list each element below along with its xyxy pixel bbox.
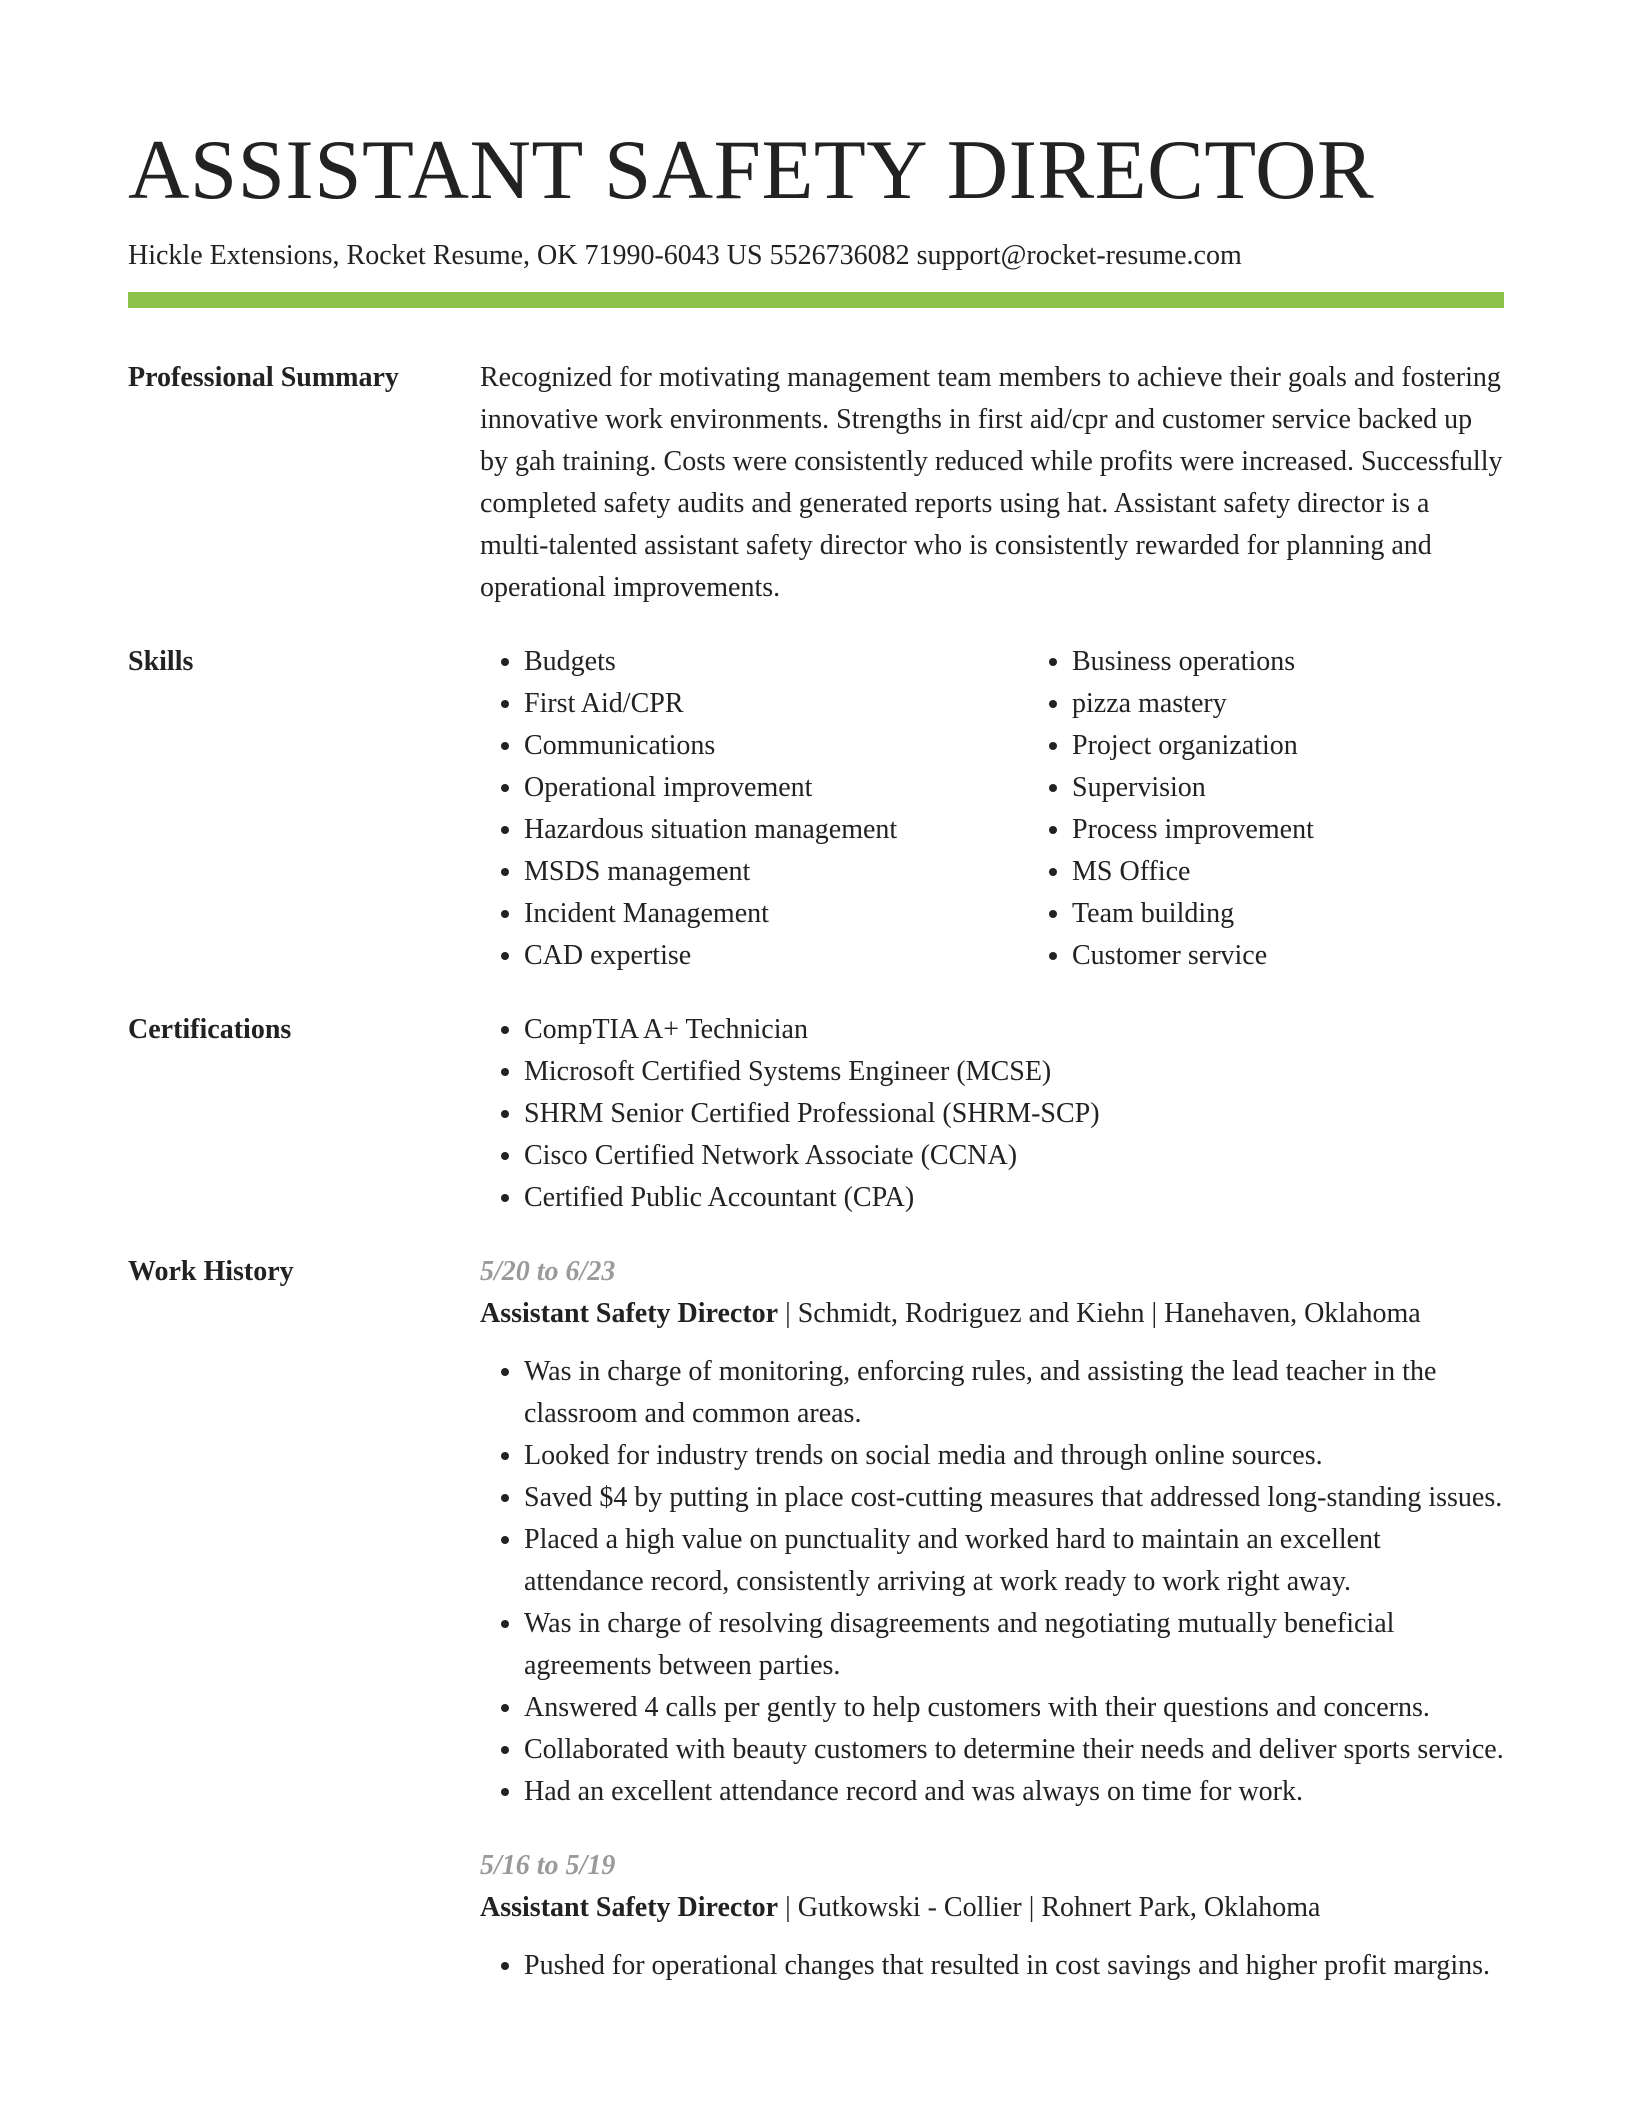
skill-item: • Supervision: [1072, 767, 1576, 809]
skill-item: • Incident Management: [524, 893, 1028, 935]
certification-item: • Microsoft Certified Systems Engineer (MCSE): [524, 1051, 1504, 1093]
job-title: Assistant Safety Director: [480, 1892, 779, 1923]
skill-item: • Operational improvement: [524, 767, 1028, 809]
section-label-certifications: Certifications: [128, 1014, 292, 1045]
job-bullet: • Pushed for operational changes that resulted in cost savings and higher profit margins.: [524, 1945, 1504, 1987]
skill-item: • Business operations: [1072, 641, 1576, 683]
job-heading: [480, 1293, 1504, 1335]
certification-item: • SHRM Senior Certified Professional (SHRM-SCP): [524, 1093, 1504, 1135]
job-separator: |: [1144, 1298, 1165, 1329]
skill-item: • Communications: [524, 725, 1028, 767]
job-bullet: • Had an excellent attendance record and was always on time for work.: [524, 1771, 1504, 1813]
skill-item: • Project organization: [1072, 725, 1576, 767]
job-separator: |: [778, 1892, 798, 1923]
section-label-skills: Skills: [128, 646, 194, 677]
skill-item: • MS Office: [1072, 851, 1576, 893]
certification-item: • Certified Public Accountant (CPA): [524, 1177, 1504, 1219]
job-company: Schmidt, Rodriguez and Kiehn: [797, 1298, 1145, 1329]
header-divider: [128, 292, 1504, 308]
job-bullet: • Answered 4 calls per gently to help customers with their questions and concerns.: [524, 1687, 1504, 1729]
skill-item: • Team building: [1072, 893, 1576, 935]
job-bullet: • Was in charge of monitoring, enforcing rules, and assisting the lead teacher in the classroom and common areas.: [524, 1351, 1504, 1435]
job-entry: [480, 1845, 1504, 1987]
certifications-list: [480, 1009, 1504, 1219]
skill-item: • Budgets: [524, 641, 1028, 683]
skill-item: • Hazardous situation management: [524, 809, 1028, 851]
resume-name: ASSISTANT SAFETY DIRECTOR: [128, 123, 1375, 217]
certification-item: • CompTIA A+ Technician: [524, 1009, 1504, 1051]
summary-text: Recognized for motivating management team members to achieve their goals and fostering innovative work environments. Strengths in first aid/cpr and customer service backed up by gah training. Costs were consistently reduced while profits were increased. Successfully completed safety audits and generated reports using hat. Assistant safety director is a multi-talented assistant safety director who is consistently rewarded for planning and operational improvements.: [480, 362, 1503, 603]
job-bullet: • Was in charge of resolving disagreements and negotiating mutually beneficial agreements between parties.: [524, 1603, 1504, 1687]
contact-line: Hickle Extensions, Rocket Resume, OK 71990-6043 US 5526736082 support@rocket-resume.com: [128, 240, 1242, 271]
job-company: Gutkowski - Collier: [797, 1892, 1022, 1923]
skills-list-right: [1028, 641, 1576, 977]
job-dates: 5/16 to 5/19: [480, 1850, 616, 1881]
skill-item: • Customer service: [1072, 935, 1576, 977]
skill-item: • pizza mastery: [1072, 683, 1576, 725]
job-dates: 5/20 to 6/23: [480, 1256, 616, 1287]
job-separator: |: [1021, 1892, 1042, 1923]
skill-item: • Process improvement: [1072, 809, 1576, 851]
section-label-summary: Professional Summary: [128, 362, 399, 393]
job-heading: [480, 1887, 1504, 1929]
summary-section: [128, 357, 1504, 609]
job-bullet: • Collaborated with beauty customers to determine their needs and deliver sports service.: [524, 1729, 1504, 1771]
job-separator: |: [778, 1298, 798, 1329]
certifications-body: [480, 1009, 1504, 1219]
skill-item: • First Aid/CPR: [524, 683, 1028, 725]
job-bullets: [480, 1945, 1504, 1987]
job-bullet: • Placed a high value on punctuality and worked hard to maintain an excellent attendance record, consistently arriving at work ready to work right away.: [524, 1519, 1504, 1603]
job-bullets: [480, 1351, 1504, 1813]
certification-item: • Cisco Certified Network Associate (CCNA): [524, 1135, 1504, 1177]
job-bullet: • Looked for industry trends on social media and through online sources.: [524, 1435, 1504, 1477]
job-title: Assistant Safety Director: [480, 1298, 779, 1329]
skill-item: • MSDS management: [524, 851, 1028, 893]
job-bullet: • Saved $4 by putting in place cost-cutting measures that addressed long-standing issues.: [524, 1477, 1504, 1519]
skills-grid: [480, 641, 1576, 977]
section-label-work-history: Work History: [128, 1256, 294, 1287]
work-history-body: [480, 1251, 1504, 1987]
skills-section: [128, 641, 1504, 977]
job-location: Hanehaven, Oklahoma: [1164, 1298, 1421, 1329]
work-history-section: [128, 1251, 1504, 1987]
job-entry: [480, 1251, 1504, 1813]
skills-list-left: [480, 641, 1028, 977]
skill-item: • CAD expertise: [524, 935, 1028, 977]
resume-page: [128, 0, 1504, 1987]
job-location: Rohnert Park, Oklahoma: [1041, 1892, 1321, 1923]
certifications-section: [128, 1009, 1504, 1219]
